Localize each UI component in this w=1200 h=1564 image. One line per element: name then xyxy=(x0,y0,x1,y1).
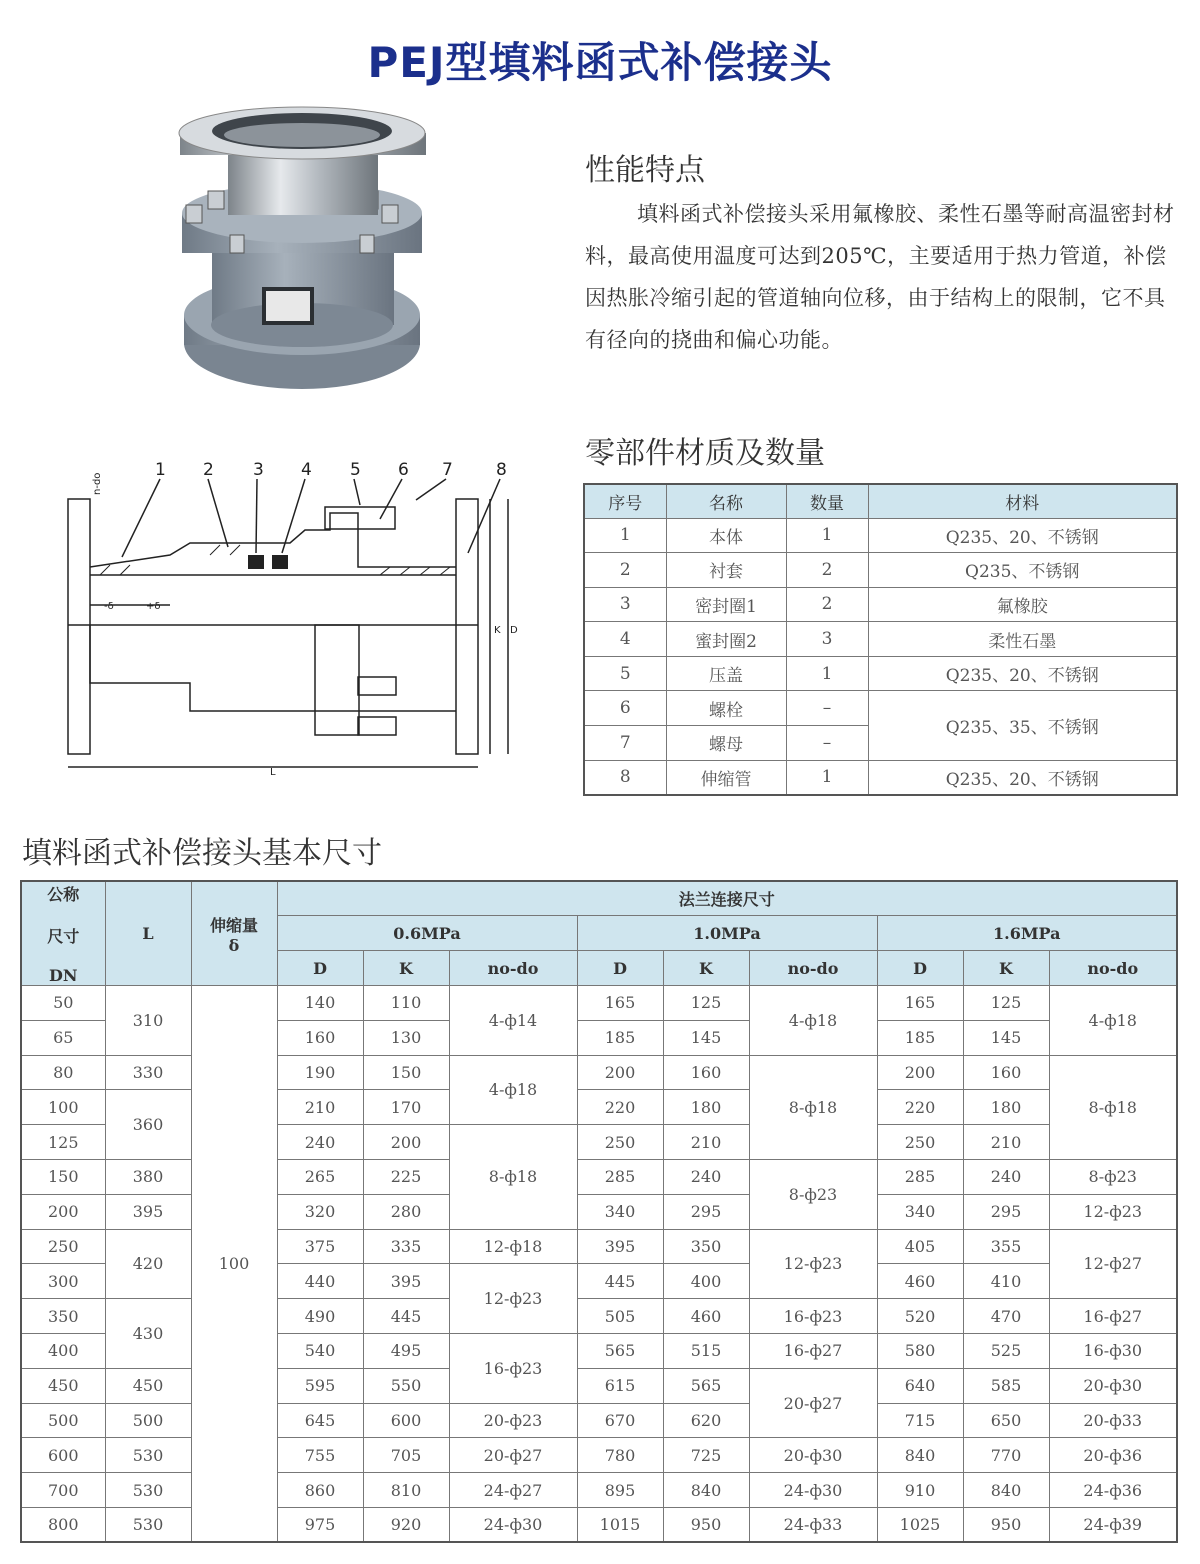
header-text: 尺寸 xyxy=(47,927,80,946)
table-cell: Q235、不锈钢 xyxy=(868,553,1177,588)
table-cell: 180 xyxy=(663,1090,749,1125)
table-cell: 185 xyxy=(577,1020,663,1055)
table-cell: 24-ф27 xyxy=(449,1473,577,1508)
dim-label-l: L xyxy=(270,767,276,778)
table-cell: 800 xyxy=(21,1507,105,1542)
table-cell: 7 xyxy=(584,726,666,761)
table-row xyxy=(584,656,1177,691)
table-cell: 615 xyxy=(577,1368,663,1403)
table-cell: 580 xyxy=(877,1333,963,1368)
table-cell: 5 xyxy=(584,656,666,691)
table-cell: 200 xyxy=(363,1125,449,1160)
table-cell: 330 xyxy=(105,1055,191,1090)
table-cell: 490 xyxy=(277,1299,363,1334)
table-cell: 1 xyxy=(786,518,868,553)
table-cell: 柔性石墨 xyxy=(868,622,1177,657)
table-cell: 160 xyxy=(277,1020,363,1055)
part-number: 1 xyxy=(155,460,166,480)
table-cell: 445 xyxy=(577,1264,663,1299)
table-row xyxy=(584,760,1177,795)
table-cell: 355 xyxy=(963,1229,1049,1264)
table-cell: 950 xyxy=(963,1507,1049,1542)
pressure-header: 1.6MPa xyxy=(877,916,1177,951)
table-cell: 160 xyxy=(963,1055,1049,1090)
table-cell: 8-ф18 xyxy=(1049,1055,1177,1159)
table-cell: 8-ф18 xyxy=(749,1055,877,1159)
table-cell: 515 xyxy=(663,1333,749,1368)
table-cell: 540 xyxy=(277,1333,363,1368)
table-cell: 220 xyxy=(577,1090,663,1125)
table-cell: 12-ф27 xyxy=(1049,1229,1177,1299)
table-cell: 145 xyxy=(963,1020,1049,1055)
table-cell: 725 xyxy=(663,1438,749,1473)
table-cell: 705 xyxy=(363,1438,449,1473)
table-cell: 350 xyxy=(21,1299,105,1334)
table-cell: 840 xyxy=(877,1438,963,1473)
column-header: 数量 xyxy=(786,484,868,518)
table-cell: 210 xyxy=(277,1090,363,1125)
table-cell: 530 xyxy=(105,1507,191,1542)
column-header: K xyxy=(663,951,749,986)
table-cell: 530 xyxy=(105,1473,191,1508)
table-cell: 470 xyxy=(963,1299,1049,1334)
table-cell: 450 xyxy=(105,1368,191,1403)
table-cell: 410 xyxy=(963,1264,1049,1299)
section-drawing xyxy=(60,455,530,785)
table-cell: 24-ф36 xyxy=(1049,1473,1177,1508)
table-cell: 150 xyxy=(21,1159,105,1194)
table-cell: 6 xyxy=(584,691,666,726)
part-number: 5 xyxy=(350,460,361,480)
table-cell: 170 xyxy=(363,1090,449,1125)
table-cell: 240 xyxy=(277,1125,363,1160)
table-cell: 670 xyxy=(577,1403,663,1438)
table-cell: 310 xyxy=(105,986,191,1056)
header-text: 伸缩量 xyxy=(209,915,258,935)
table-cell: 350 xyxy=(663,1229,749,1264)
parts-table xyxy=(583,483,1178,796)
table-cell: 950 xyxy=(663,1507,749,1542)
table-cell: 4 xyxy=(584,622,666,657)
table-cell: 本体 xyxy=(666,518,786,553)
table-cell: 100 xyxy=(21,1090,105,1125)
table-cell: 螺母 xyxy=(666,726,786,761)
table-cell: 440 xyxy=(277,1264,363,1299)
table-cell: 20-ф33 xyxy=(1049,1403,1177,1438)
table-cell: 500 xyxy=(105,1403,191,1438)
table-cell: 520 xyxy=(877,1299,963,1334)
table-cell: 50 xyxy=(21,986,105,1021)
table-cell: 395 xyxy=(577,1229,663,1264)
table-cell: 125 xyxy=(663,986,749,1021)
table-cell: 165 xyxy=(877,986,963,1021)
column-header: 名称 xyxy=(666,484,786,518)
column-header-l: L xyxy=(105,881,191,986)
table-cell: 16-ф23 xyxy=(749,1299,877,1334)
dim-label-k: K xyxy=(494,625,501,636)
table-cell: 320 xyxy=(277,1194,363,1229)
table-cell: 伸缩管 xyxy=(666,760,786,795)
table-cell: 340 xyxy=(577,1194,663,1229)
column-header: 序号 xyxy=(584,484,666,518)
table-cell: 715 xyxy=(877,1403,963,1438)
table-cell: 4-ф18 xyxy=(749,986,877,1056)
table-cell: 1025 xyxy=(877,1507,963,1542)
features-text: 填料函式补偿接头采用氟橡胶、柔性石墨等耐高温密封材料，最高使用温度可达到205℃，主要适用于热力管道，补偿因热胀冷缩引起的管道轴向位移，由于结构上的限制，它不具有径向的挠曲和偏心功能。 xyxy=(585,202,1175,352)
table-cell: 405 xyxy=(877,1229,963,1264)
table-cell: Q235、35、不锈钢 xyxy=(868,691,1177,760)
table-cell: 185 xyxy=(877,1020,963,1055)
table-cell: 755 xyxy=(277,1438,363,1473)
table-cell: 24-ф33 xyxy=(749,1507,877,1542)
table-cell: Q235、20、不锈钢 xyxy=(868,518,1177,553)
table-cell: 810 xyxy=(363,1473,449,1508)
table-cell: 190 xyxy=(277,1055,363,1090)
table-cell: 250 xyxy=(577,1125,663,1160)
table-cell: 4-ф18 xyxy=(449,1055,577,1125)
table-cell: 8-ф18 xyxy=(449,1125,577,1229)
table-cell: 780 xyxy=(577,1438,663,1473)
table-cell: 500 xyxy=(21,1403,105,1438)
table-row xyxy=(584,553,1177,588)
part-number: 4 xyxy=(301,460,312,480)
column-header-flange: 法兰连接尺寸 xyxy=(277,881,1177,916)
table-cell: Q235、20、不锈钢 xyxy=(868,760,1177,795)
table-cell: 640 xyxy=(877,1368,963,1403)
dims-heading: 填料函式补偿接头基本尺寸 xyxy=(22,836,382,871)
dim-label-d: D xyxy=(510,625,518,636)
table-cell: 210 xyxy=(963,1125,1049,1160)
table-cell: 335 xyxy=(363,1229,449,1264)
table-cell: 395 xyxy=(105,1194,191,1229)
table-cell: 20-ф23 xyxy=(449,1403,577,1438)
table-cell: 340 xyxy=(877,1194,963,1229)
table-cell: 24-ф30 xyxy=(449,1507,577,1542)
table-cell: 840 xyxy=(663,1473,749,1508)
table-cell: 380 xyxy=(105,1159,191,1194)
table-cell: 150 xyxy=(363,1055,449,1090)
table-cell: 600 xyxy=(363,1403,449,1438)
table-cell: 4-ф18 xyxy=(1049,986,1177,1056)
table-cell: 240 xyxy=(663,1159,749,1194)
table-cell: 1 xyxy=(786,760,868,795)
table-cell: 225 xyxy=(363,1159,449,1194)
column-header-dn xyxy=(21,881,105,986)
table-cell: 550 xyxy=(363,1368,449,1403)
column-header: D xyxy=(577,951,663,986)
table-cell: 140 xyxy=(277,986,363,1021)
column-header: no-do xyxy=(1049,951,1177,986)
dim-label-ndo: n-do xyxy=(92,472,103,495)
table-cell: 蜜封圈2 xyxy=(666,622,786,657)
table-cell: 24-ф30 xyxy=(749,1473,877,1508)
table-cell: – xyxy=(786,726,868,761)
table-row xyxy=(584,622,1177,657)
table-cell: 螺栓 xyxy=(666,691,786,726)
pressure-header: 0.6MPa xyxy=(277,916,577,951)
table-cell: 250 xyxy=(877,1125,963,1160)
column-header: K xyxy=(963,951,1049,986)
table-cell: 20-ф30 xyxy=(1049,1368,1177,1403)
table-cell: 285 xyxy=(877,1159,963,1194)
table-cell: 20-ф27 xyxy=(749,1368,877,1438)
table-cell: 495 xyxy=(363,1333,449,1368)
table-cell: 20-ф30 xyxy=(749,1438,877,1473)
table-cell: 氟橡胶 xyxy=(868,587,1177,622)
table-cell: 430 xyxy=(105,1299,191,1369)
table-cell: 420 xyxy=(105,1229,191,1299)
product-photo xyxy=(170,105,435,405)
part-number: 3 xyxy=(253,460,264,480)
table-cell: 450 xyxy=(21,1368,105,1403)
column-header: K xyxy=(363,951,449,986)
table-cell: 895 xyxy=(577,1473,663,1508)
table-cell: 压盖 xyxy=(666,656,786,691)
table-cell: 110 xyxy=(363,986,449,1021)
table-cell: 400 xyxy=(663,1264,749,1299)
table-cell: 密封圈1 xyxy=(666,587,786,622)
table-cell: 180 xyxy=(963,1090,1049,1125)
table-cell: 700 xyxy=(21,1473,105,1508)
part-number: 6 xyxy=(398,460,409,480)
table-cell: 125 xyxy=(21,1125,105,1160)
parts-heading: 零部件材质及数量 xyxy=(585,436,825,471)
table-cell: 130 xyxy=(363,1020,449,1055)
table-cell: 100 xyxy=(191,986,277,1543)
page-title: PEJ型填料函式补偿接头 xyxy=(367,38,833,87)
table-cell: 295 xyxy=(663,1194,749,1229)
table-cell: 240 xyxy=(963,1159,1049,1194)
table-cell: 600 xyxy=(21,1438,105,1473)
table-row xyxy=(21,986,1177,1021)
table-cell: 衬套 xyxy=(666,553,786,588)
column-header-delta xyxy=(191,881,277,986)
table-cell: 125 xyxy=(963,986,1049,1021)
pressure-header: 1.0MPa xyxy=(577,916,877,951)
table-row xyxy=(584,587,1177,622)
table-cell: 585 xyxy=(963,1368,1049,1403)
table-cell: 295 xyxy=(963,1194,1049,1229)
table-cell: 4-ф14 xyxy=(449,986,577,1056)
table-cell: 1 xyxy=(584,518,666,553)
table-cell: – xyxy=(786,691,868,726)
table-cell: 360 xyxy=(105,1090,191,1160)
table-cell: 8-ф23 xyxy=(749,1159,877,1229)
table-cell: 2 xyxy=(584,553,666,588)
table-cell: 920 xyxy=(363,1507,449,1542)
table-row xyxy=(584,691,1177,726)
table-cell: 650 xyxy=(963,1403,1049,1438)
table-cell: 20-ф27 xyxy=(449,1438,577,1473)
table-cell: 3 xyxy=(584,587,666,622)
table-cell: 16-ф27 xyxy=(1049,1299,1177,1334)
dim-label-minus-delta: -δ xyxy=(104,601,114,612)
table-cell: 160 xyxy=(663,1055,749,1090)
table-cell: 645 xyxy=(277,1403,363,1438)
table-cell: 620 xyxy=(663,1403,749,1438)
table-cell: 395 xyxy=(363,1264,449,1299)
table-cell: 200 xyxy=(877,1055,963,1090)
table-cell: 12-ф23 xyxy=(449,1264,577,1334)
column-header: no-do xyxy=(449,951,577,986)
header-text: DN xyxy=(49,966,78,985)
table-cell: 375 xyxy=(277,1229,363,1264)
table-cell: 860 xyxy=(277,1473,363,1508)
table-cell: 285 xyxy=(577,1159,663,1194)
table-cell: 145 xyxy=(663,1020,749,1055)
table-cell: 525 xyxy=(963,1333,1049,1368)
table-cell: Q235、20、不锈钢 xyxy=(868,656,1177,691)
dims-table xyxy=(20,880,1178,1543)
table-cell: 840 xyxy=(963,1473,1049,1508)
table-cell: 8 xyxy=(584,760,666,795)
table-cell: 12-ф18 xyxy=(449,1229,577,1264)
dim-label-plus-delta: +δ xyxy=(146,601,161,612)
table-cell: 16-ф27 xyxy=(749,1333,877,1368)
table-cell: 565 xyxy=(577,1333,663,1368)
table-cell: 770 xyxy=(963,1438,1049,1473)
table-cell: 460 xyxy=(877,1264,963,1299)
table-cell: 2 xyxy=(786,587,868,622)
features-heading: 性能特点 xyxy=(585,153,705,188)
table-cell: 8-ф23 xyxy=(1049,1159,1177,1194)
table-cell: 12-ф23 xyxy=(749,1229,877,1299)
part-number: 8 xyxy=(496,460,507,480)
table-cell: 220 xyxy=(877,1090,963,1125)
table-cell: 445 xyxy=(363,1299,449,1334)
table-cell: 200 xyxy=(21,1194,105,1229)
table-cell: 1 xyxy=(786,656,868,691)
table-cell: 910 xyxy=(877,1473,963,1508)
table-cell: 265 xyxy=(277,1159,363,1194)
table-cell: 300 xyxy=(21,1264,105,1299)
column-header: D xyxy=(877,951,963,986)
table-cell: 20-ф36 xyxy=(1049,1438,1177,1473)
table-cell: 12-ф23 xyxy=(1049,1194,1177,1229)
header-text: δ xyxy=(228,935,240,955)
column-header: 材料 xyxy=(868,484,1177,518)
table-cell: 530 xyxy=(105,1438,191,1473)
table-cell: 565 xyxy=(663,1368,749,1403)
table-cell: 65 xyxy=(21,1020,105,1055)
table-cell: 16-ф23 xyxy=(449,1333,577,1403)
table-cell: 80 xyxy=(21,1055,105,1090)
table-cell: 16-ф30 xyxy=(1049,1333,1177,1368)
part-number: 2 xyxy=(203,460,214,480)
table-cell: 505 xyxy=(577,1299,663,1334)
table-row xyxy=(584,518,1177,553)
table-cell: 210 xyxy=(663,1125,749,1160)
table-header-row xyxy=(21,881,1177,916)
table-cell: 165 xyxy=(577,986,663,1021)
table-cell: 2 xyxy=(786,553,868,588)
table-cell: 975 xyxy=(277,1507,363,1542)
table-cell: 595 xyxy=(277,1368,363,1403)
table-header-row xyxy=(584,484,1177,518)
table-cell: 280 xyxy=(363,1194,449,1229)
column-header: D xyxy=(277,951,363,986)
table-cell: 1015 xyxy=(577,1507,663,1542)
table-cell: 400 xyxy=(21,1333,105,1368)
table-cell: 200 xyxy=(577,1055,663,1090)
table-cell: 460 xyxy=(663,1299,749,1334)
table-cell: 3 xyxy=(786,622,868,657)
header-text: 公称 xyxy=(47,885,80,904)
part-number: 7 xyxy=(442,460,453,480)
column-header: no-do xyxy=(749,951,877,986)
table-cell: 250 xyxy=(21,1229,105,1264)
table-cell: 24-ф39 xyxy=(1049,1507,1177,1542)
dims-body xyxy=(21,986,1177,1543)
